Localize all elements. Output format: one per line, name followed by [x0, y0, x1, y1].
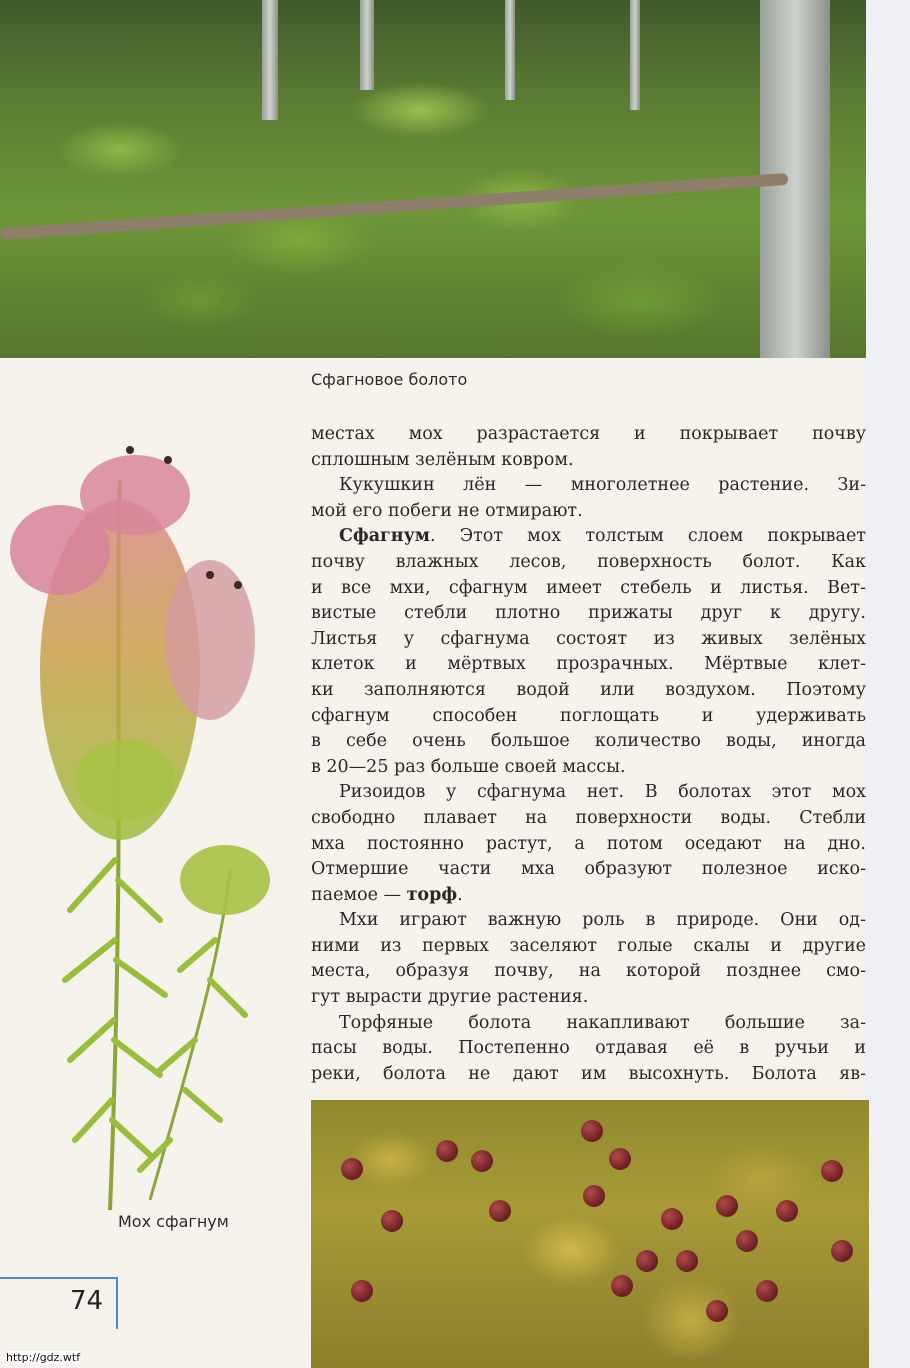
text-line: свободно плавает на поверхности воды. Стебли	[311, 807, 866, 828]
paragraph-1	[311, 422, 866, 473]
text-line: и все мхи, сфагнум имеет стебель и листья. Вет-	[311, 577, 866, 598]
text-line: Ризоидов у сфагнума нет. В болотах этот мох	[339, 782, 866, 803]
text-line: местах мох разрастается и покрывает почву	[311, 424, 866, 444]
illustration-caption: Мох сфагнум	[118, 1212, 229, 1231]
page-number: 74	[70, 1286, 104, 1316]
text-line: вистые стебли плотно прижаты друг к другу.	[311, 603, 866, 624]
text-line: реки, болота не дают им высохнуть. Болота яв-	[311, 1063, 866, 1084]
watermark: http://gdz.wtf	[6, 1351, 81, 1364]
text-line: Сфагнум. Этот мох толстым слоем покрывает	[339, 526, 866, 547]
sphagnum-closeup-photo	[311, 1100, 869, 1368]
text-line: Мхи играют важную роль в природе. Они од-	[339, 910, 866, 931]
sphagnum-moss-illustration	[0, 440, 300, 1220]
sphagnum-bog-photo	[0, 0, 866, 358]
paragraph-2	[311, 473, 866, 524]
text-line: почву влажных лесов, поверхность болот. Как	[311, 551, 866, 572]
paragraph-6	[311, 1011, 866, 1088]
text-line: клеток и мёртвых прозрачных. Мёртвые клет-	[311, 654, 866, 675]
page-edge	[864, 0, 910, 1368]
paragraph-5	[311, 908, 866, 1010]
text-line: пасы воды. Постепенно отдавая её в ручьи и	[311, 1038, 866, 1059]
text-line: в 20—25 раз больше своей массы.	[311, 756, 626, 777]
text-line: ними из первых заселяют голые скалы и другие	[311, 935, 866, 956]
text-line: сплошным зелёным ковром.	[311, 449, 574, 470]
term-peat: торф	[406, 884, 458, 905]
text-line: Листья у сфагнума состоят из живых зелёных	[311, 628, 866, 649]
text-line: Кукушкин лён — многолетнее растение. Зи-	[339, 475, 866, 496]
text-line: паемое — торф.	[311, 884, 463, 905]
text-line: сфагнум способен поглощать и удерживать	[311, 705, 866, 726]
paragraph-3	[311, 524, 866, 780]
text-line: мой его побеги не отмирают.	[311, 500, 583, 521]
text-line: Отмершие части мха образуют полезное иско-	[311, 859, 866, 880]
term-sphagnum: Сфагнум	[339, 526, 430, 547]
text-line: места, образуя почву, на которой позднее смо-	[311, 961, 866, 982]
text-line: Торфяные болота накапливают большие за-	[339, 1012, 866, 1033]
body-text	[311, 422, 866, 1087]
text-line: мха постоянно растут, а потом оседают на дно.	[311, 833, 866, 854]
text-line: гут вырасти другие растения.	[311, 987, 589, 1008]
text-line: ки заполняются водой или воздухом. Поэтому	[311, 679, 866, 700]
top-photo-caption: Сфагновое болото	[311, 370, 468, 389]
text-line: в себе очень большое количество воды, иногда	[311, 731, 866, 752]
paragraph-4	[311, 780, 866, 908]
